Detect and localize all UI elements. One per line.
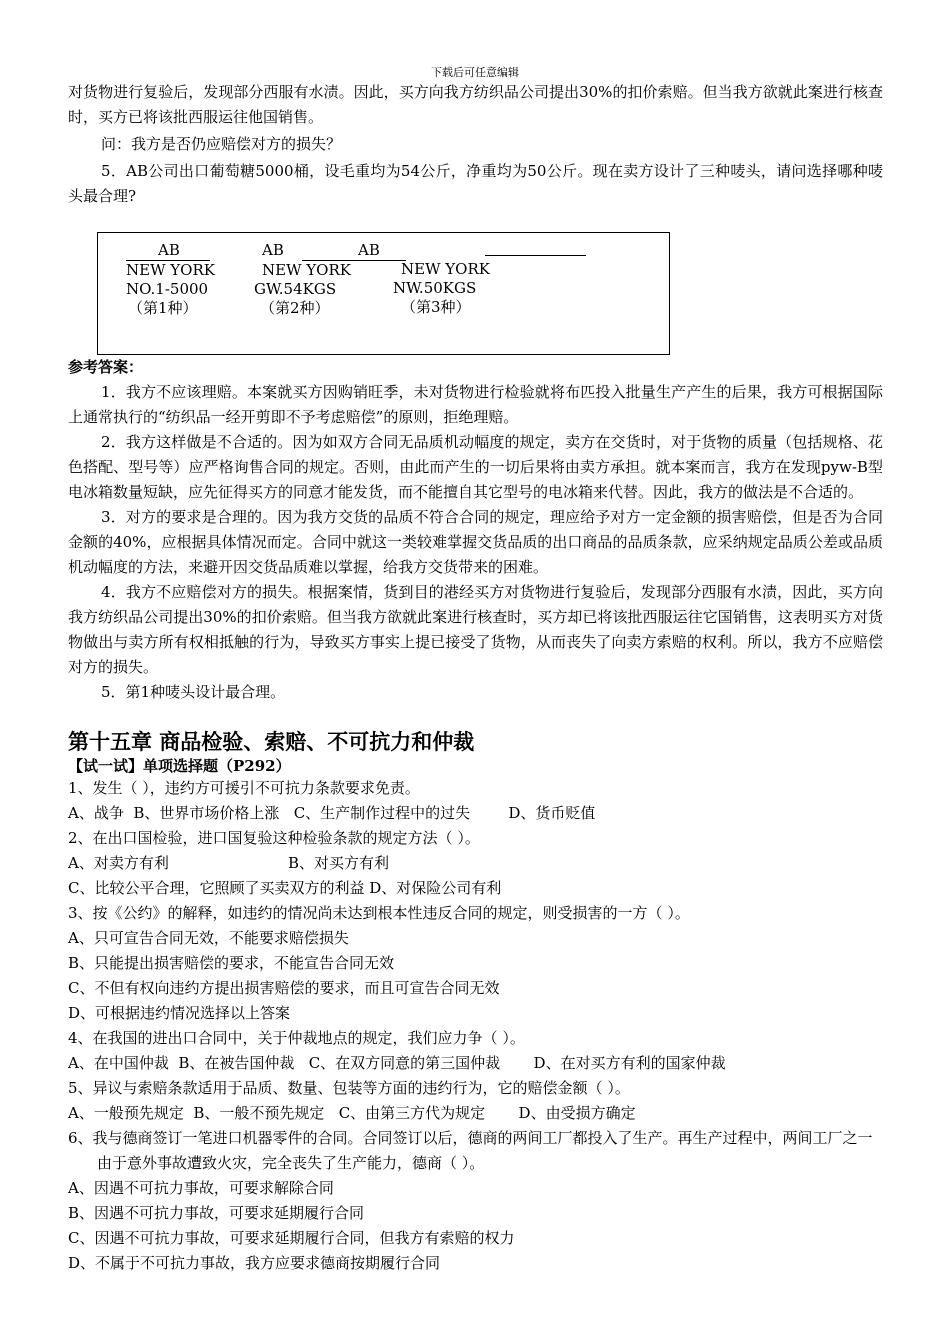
question-line: C、因遇不可抗力事故，可要求延期履行合同，但我方有索赔的权力	[68, 1229, 515, 1247]
question-line: 3、按《公约》的解释，如违约的情况尚未达到根本性违反合同的规定，则受损害的一方（ ）。	[68, 904, 690, 922]
shipping-marks-box	[97, 232, 670, 355]
mark-2-weight: GW.54KGS	[254, 280, 337, 298]
mark-2-label: （第2种）	[260, 299, 330, 317]
answer-2: 2．我方这样做是不合适的。因为如双方合同无品质机动幅度的规定，卖方在交货时，对于货物的质量（包括规格、花色搭配、型号等）应严格询售合同的规定。否则，由此而产生的一切后果将由卖方承担。就本案而言，我方在发现pyw-B型电冰箱数量短缺，应先征得买方的同意才能发货，而不能擅自其它型号的电冰箱来代替。因此，我方的做法是不合适的。	[68, 433, 883, 501]
header-note: 下载后可任意编辑	[431, 66, 519, 79]
question-line: 4、在我国的进出口合同中，关于仲裁地点的规定，我们应力争（ ）。	[68, 1029, 525, 1047]
mark-1-top: AB	[126, 241, 210, 261]
mark-2-destination: NEW YORK	[262, 261, 351, 279]
shipping-mark-1	[126, 241, 215, 318]
answer-5: 5．第1种唛头设计最合理。	[101, 683, 286, 701]
question-line: 5、异议与索赔条款适用于品质、数量、包装等方面的违约行为，它的赔偿金额（ ）。	[68, 1079, 630, 1097]
question-line: A、战争 B、世界市场价格上涨 C、生产制作过程中的过失 D、货币贬值	[68, 804, 596, 822]
mark-2-top: AB	[262, 241, 284, 259]
question-line: A、对卖方有利 B、对买方有利	[68, 854, 390, 872]
question-line: C、不但有权向违约方提出损害赔偿的要求，而且可宣告合同无效	[68, 979, 500, 997]
question-line: B、只能提出损害赔偿的要求，不能宣告合同无效	[68, 954, 395, 972]
question-line: C、比较公平合理，它照顾了买卖双方的利益 D、对保险公司有利	[68, 879, 502, 897]
case-paragraph: 对货物进行复验后，发现部分西服有水渍。因此，买方向我方纺织品公司提出30%的扣价索赔。但当我方欲就此案进行核查时，买方已将该批西服运往他国销售。	[68, 83, 883, 126]
mark-3-weight: NW.50KGS	[393, 279, 477, 297]
question-line: A、在中国仲裁 B、在被告国仲裁 C、在双方同意的第三国仲裁 D、在对买方有利的国家仲裁	[68, 1054, 726, 1072]
question-line: D、不属于不可抗力事故，我方应要求德商按期履行合同	[68, 1254, 441, 1272]
question-line: A、只可宣告合同无效，不能要求赔偿损失	[68, 929, 349, 947]
question-line: 2、在出口国检验，进口国复验这种检验条款的规定方法（ ）。	[68, 829, 480, 847]
mark-1-number: NO.1-5000	[126, 280, 209, 298]
case-question-5: 5．AB公司出口葡萄糖5000桶，设毛重均为54公斤，净重均为50公斤。现在卖方设计了三种唛头，请问选择哪种唛头最合理?	[68, 162, 883, 205]
shipping-mark-2	[254, 241, 406, 318]
mark-1-destination: NEW YORK	[126, 261, 215, 279]
mark-2-top-rule	[302, 241, 406, 261]
answers-section	[68, 355, 883, 705]
answer-3: 3．对方的要求是合理的。因为我方交货的品质不符合合同的规定，理应给予对方一定金额的损害赔偿，但是否为合同金额的40%，应根据具体情况而定。合同中就这一类较难掌握交货品质的出口商品的品质条款，应采纳规定品质公差或品质机动幅度的方法，来避开因交货品质难以掌握，给我方交货带来的困难。	[68, 508, 883, 576]
mark-1-label: （第1种）	[128, 299, 198, 317]
question-line: D、可根据违约情况选择以上答案	[68, 1004, 291, 1022]
question-line: 1、发生（ ），违约方可援引不可抗力条款要求免责。	[68, 779, 420, 797]
mark-3-top: AB	[358, 241, 380, 259]
case-question-4: 问：我方是否仍应赔偿对方的损失？	[101, 135, 342, 153]
chapter-title: 第十五章 商品检验、索赔、不可抗力和仲裁	[68, 730, 475, 754]
answers-heading: 参考答案：	[68, 358, 144, 376]
shipping-mark-3	[393, 260, 490, 317]
question-line: A、因遇不可抗力事故，可要求解除合同	[68, 1179, 334, 1197]
answer-1: 1．我方不应该理赔。本案就买方因购销旺季，未对货物进行检验就将布匹投入批量生产产生的后果，我方可根据国际上通常执行的“纺织品一经开剪即不予考虑赔偿”的原则，拒绝理赔。	[68, 383, 883, 426]
shipping-mark-4-blank	[485, 255, 586, 256]
mark-3-label: （第3种）	[401, 298, 471, 316]
question-line: B、因遇不可抗力事故，可要求延期履行合同	[68, 1204, 365, 1222]
answer-4: 4．我方不应赔偿对方的损失。根据案情，货到目的港经买方对货物进行复验后，发现部分西服有水渍，因此，买方向我方纺织品公司提出30%的扣价索赔。但当我方欲就此案进行核查时，买方却已将该批西服运往它国销售，这表明买方对货物做出与卖方所有权相抵触的行为，导致买方事实上提已接受了货物，从而丧失了向卖方索赔的权利。所以，我方不应赔偿对方的损失。	[68, 583, 883, 676]
mark-3-destination: NEW YORK	[401, 260, 490, 278]
shipping-mark-3-top	[358, 241, 380, 260]
question-line: A、一般预先规定 B、一般不预先规定 C、由第三方代为规定 D、由受损方确定	[68, 1104, 636, 1122]
questions-section	[68, 776, 883, 1276]
case-text	[68, 80, 883, 209]
try-section-title: 【试一试】单项选择题（P292）	[68, 757, 291, 775]
question-line: 6、我与德商签订一笔进口机器零件的合同。合同签订以后，德商的两间工厂都投入了生产。再生产过程中，两间工厂之一由于意外事故遭致火灾，完全丧失了生产能力，德商（ ）。	[68, 1129, 873, 1172]
